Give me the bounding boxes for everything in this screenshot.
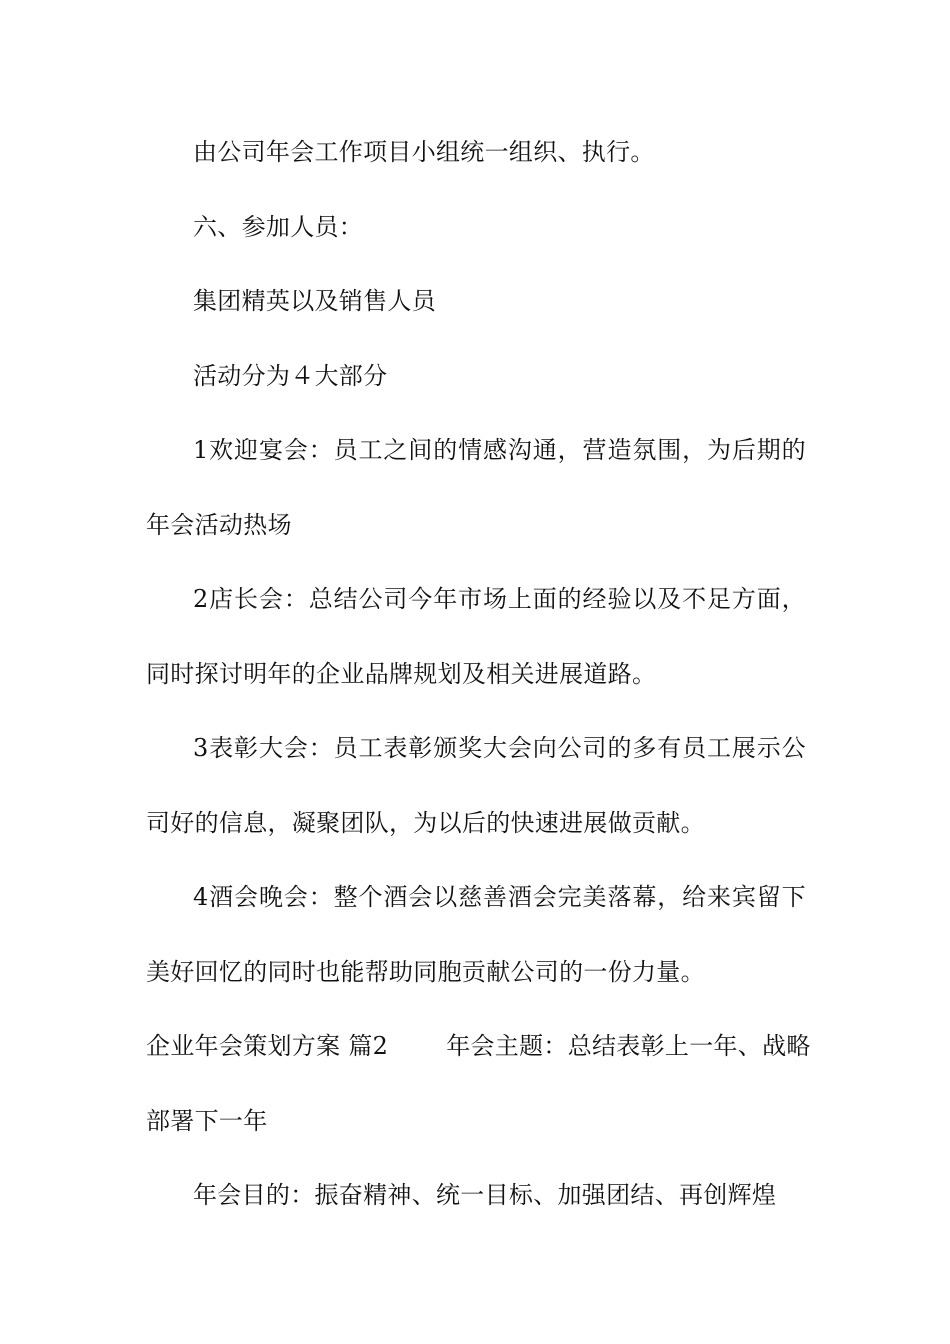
paragraph-line: 活动分为４大部分 [193, 362, 388, 390]
section-title-line [146, 1029, 811, 1063]
list-item-line: 同时探讨明年的企业品牌规划及相关进展道路。 [146, 660, 657, 688]
list-item-line: 1欢迎宴会：员工之间的情感沟通，营造氛围，为后期的 [193, 436, 806, 464]
paragraph-line: 集团精英以及销售人员 [193, 287, 436, 315]
list-item-line: 司好的信息，凝聚团队，为以后的快速进展做贡献。 [146, 809, 705, 837]
section-title: 企业年会策划方案 篇2 [146, 1032, 389, 1060]
paragraph-line: 部署下一年 [146, 1107, 268, 1135]
list-item-line: 4酒会晚会：整个酒会以慈善酒会完美落幕，给来宾留下 [193, 883, 806, 911]
list-item-line: 3表彰大会：员工表彰颁奖大会向公司的多有员工展示公 [193, 734, 806, 762]
section-heading: 六、参加人员： [193, 213, 364, 241]
list-item-line: 年会活动热场 [146, 511, 292, 539]
list-item-line: 美好回忆的同时也能帮助同胞贡献公司的一份力量。 [146, 958, 705, 986]
paragraph-line: 年会目的：振奋精神、统一目标、加强团结、再创辉煌 [193, 1181, 777, 1209]
paragraph-line: 由公司年会工作项目小组统一组织、执行。 [193, 138, 655, 166]
paragraph-line: 年会主题：总结表彰上一年、战略 [446, 1032, 811, 1060]
list-item-line: 2店长会：总结公司今年市场上面的经验以及不足方面， [193, 585, 806, 613]
